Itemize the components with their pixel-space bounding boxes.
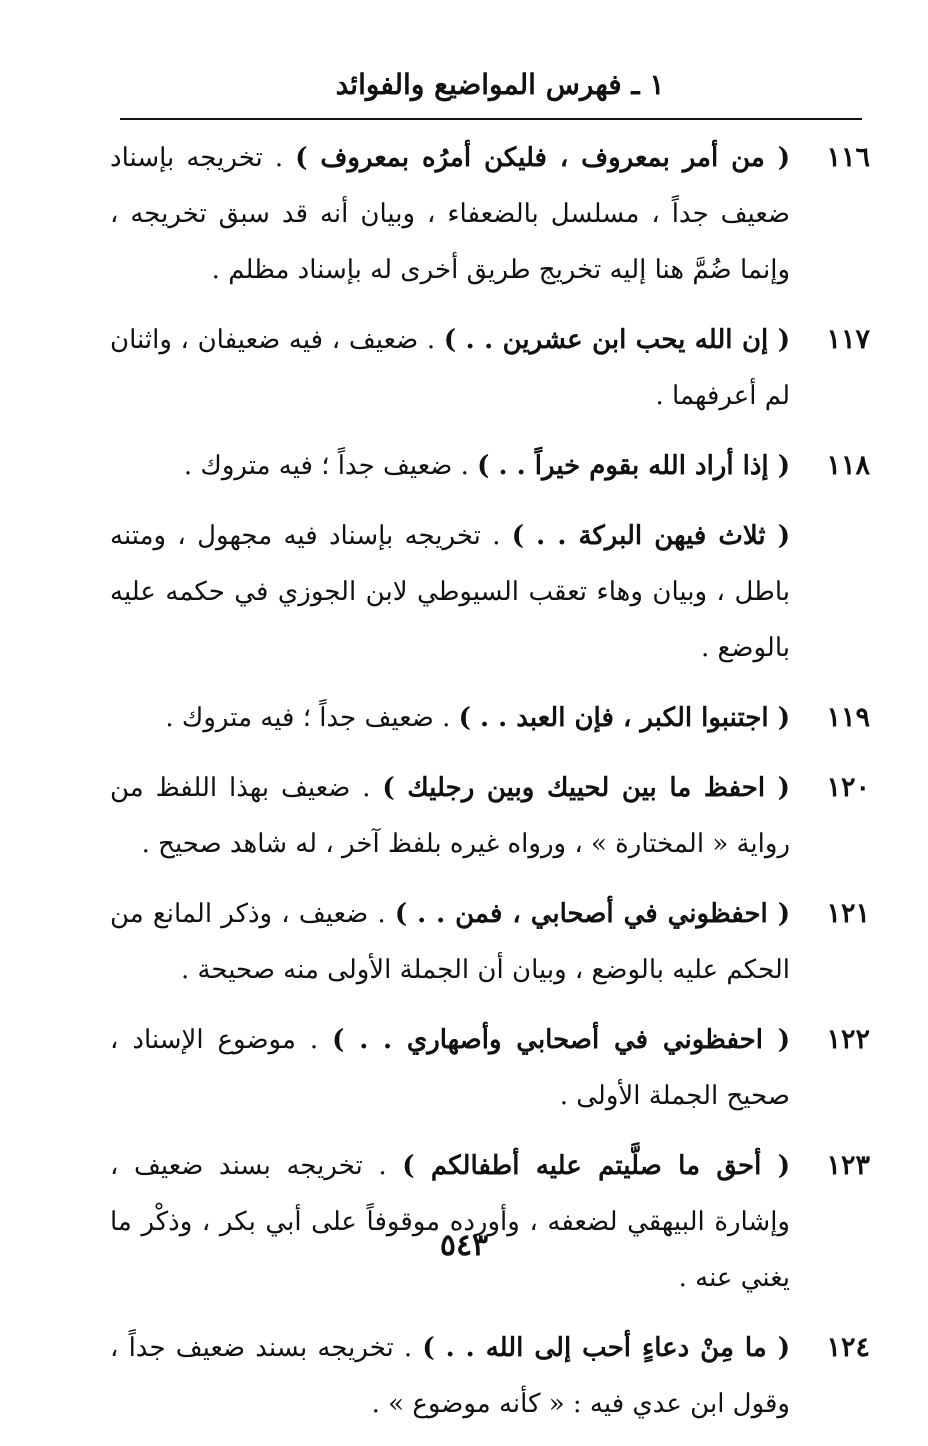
- index-entry: [110, 1320, 870, 1432]
- entry-commentary: . ضعيف بهذا اللفظ من رواية « المختارة » ، ورواه غيره بلفظ آخر ، له شاهد صحيح .: [110, 773, 790, 859]
- entry-text: [110, 760, 790, 872]
- entry-commentary: . ضعيف ، فيه ضعيفان ، واثنان لم أعرفهما .: [110, 325, 790, 411]
- entry-commentary: . تخريجه بسند ضعيف ، وإشارة البيهقي لضعفه ، وأورده موقوفاً على أبي بكر ، وذكْر ما يغني عنه .: [110, 1151, 790, 1293]
- entry-number: ١٢٣: [826, 1150, 870, 1181]
- entry-commentary: . تخريجه بسند ضعيف جداً ، وقول ابن عدي فيه : « كأنه موضوع » .: [110, 1333, 790, 1419]
- index-entry: [110, 508, 870, 676]
- entry-number: ١٢٢: [826, 1024, 870, 1055]
- entry-commentary: . موضوع الإسناد ، صحيح الجملة الأولى .: [110, 1025, 790, 1111]
- entry-text: [110, 508, 790, 676]
- hadith-quote: ( احفظوني في أصحابي ، فمن . . ): [394, 899, 791, 929]
- hadith-quote: ( احفظ ما بين لحييك وبين رجليك ): [382, 773, 790, 803]
- entry-text: [110, 312, 790, 424]
- entry-commentary: . ضعيف جداً ؛ فيه متروك .: [183, 451, 469, 481]
- entry-number: ١١٩: [826, 702, 870, 733]
- index-entry: [110, 312, 870, 424]
- entry-text: [110, 690, 790, 746]
- index-entry: [110, 1138, 870, 1306]
- entry-text: [110, 1138, 790, 1306]
- entry-text: [110, 1012, 790, 1124]
- entry-commentary: . ضعيف ، وذكر المانع من الحكم عليه بالوضع ، وبيان أن الجملة الأولى منه صحيحة .: [110, 899, 790, 985]
- entry-commentary: . تخريجه بإسناد ضعيف جداً ، مسلسل بالضعفاء ، وبيان أنه قد سبق تخريجه ، وإنما ضُمَّ هنا إليه تخريج طريق أخرى له بإسناد مظلم .: [110, 143, 790, 285]
- hadith-quote: ( احفظوني في أصحابي وأصهاري . . ): [332, 1025, 790, 1055]
- entry-number: ١١٧: [826, 324, 870, 355]
- hadith-quote: ( إذا أراد الله بقوم خيراً . . ): [477, 451, 790, 481]
- index-entry: [110, 438, 870, 494]
- index-entry: [110, 886, 870, 998]
- header-rule: [120, 118, 862, 120]
- hadith-quote: ( اجتنبوا الكبر ، فإن العبد . . ): [458, 703, 790, 733]
- index-entry: [110, 760, 870, 872]
- hadith-quote: ( من أمر بمعروف ، فليكن أمرُه بمعروف ): [295, 143, 790, 173]
- index-entry: [110, 1012, 870, 1124]
- index-entry: [110, 130, 870, 298]
- entry-number: ١٢٠: [826, 772, 870, 803]
- entry-text: [110, 1320, 790, 1432]
- entry-number: ١١٦: [826, 142, 870, 173]
- entry-number: ١٢١: [826, 898, 870, 929]
- index-entry: [110, 690, 870, 746]
- hadith-quote: ( إن الله يحب ابن عشرين . . ): [443, 325, 791, 355]
- entry-commentary: . تخريجه بإسناد فيه مجهول ، ومتنه باطل ، وبيان وهاء تعقب السيوطي لابن الجوزي في حكمه عليه بالوضع .: [110, 521, 790, 663]
- entry-text: [110, 130, 790, 298]
- hadith-quote: ( ثلاث فيهن البركة . . ): [511, 521, 790, 551]
- entry-text: [110, 438, 790, 494]
- hadith-quote: ( ما مِنْ دعاءٍ أحب إلى الله . . ): [422, 1333, 790, 1363]
- hadith-quote: ( أحق ما صلَّيتم عليه أطفالكم ): [402, 1151, 791, 1181]
- entry-commentary: . ضعيف جداً ؛ فيه متروك .: [165, 703, 451, 733]
- entry-text: [110, 886, 790, 998]
- entry-number: ١١٨: [826, 450, 870, 481]
- page-number: ٥٤٣: [439, 1228, 489, 1263]
- entry-number: ١٢٤: [826, 1332, 870, 1363]
- page-header-title: ١ ـ فهرس المواضيع والفوائد: [335, 68, 665, 101]
